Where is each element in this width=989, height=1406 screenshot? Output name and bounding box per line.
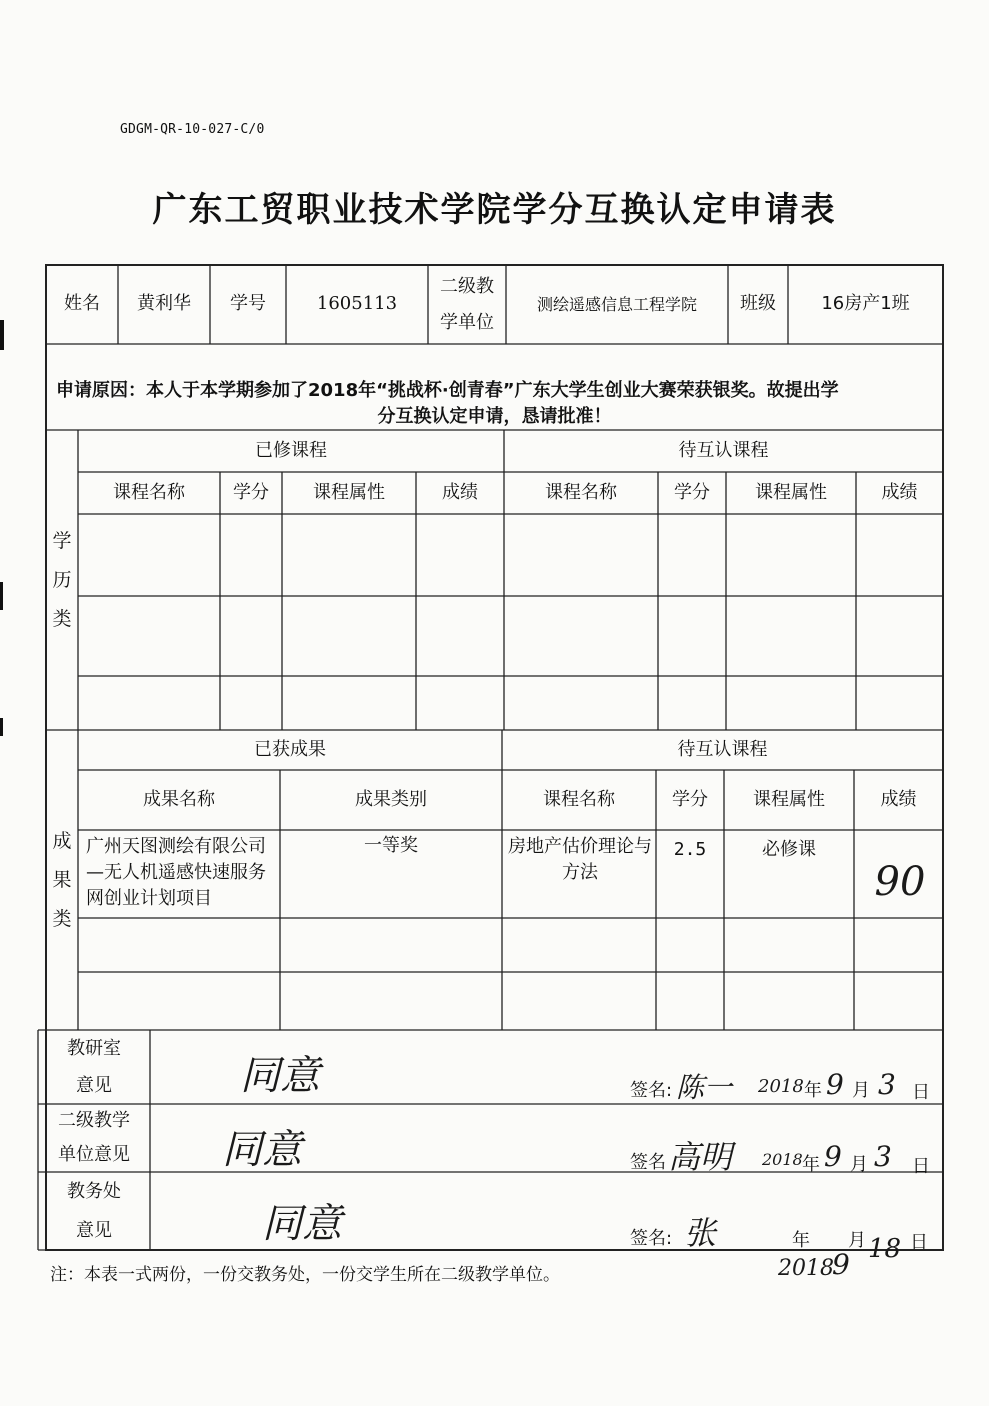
sign-label: 签名:: [630, 1080, 673, 1101]
day-unit: 日: [910, 1232, 928, 1253]
col-course-attribute: 课程属性: [753, 788, 825, 810]
sign-day: 18: [868, 1234, 902, 1264]
scan-mark: [0, 718, 3, 736]
class-value: 16房产1班: [821, 293, 910, 315]
col-credit: 学分: [672, 788, 708, 810]
sign-year: 2018: [778, 1256, 834, 1281]
secondary-unit-opinion: 同意: [222, 1127, 302, 1173]
form-title: 广东工贸职业技术学院学分互换认定申请表: [152, 190, 837, 230]
approval-label-line: 意见: [76, 1220, 112, 1241]
academic-affairs-label: [38, 1172, 150, 1250]
approval-label-line: 意见: [76, 1075, 112, 1096]
credit-value: 2.5: [673, 839, 707, 860]
teaching-office-label: [38, 1030, 150, 1104]
document-code: GDGM-QR-10-027-C/0: [120, 122, 265, 137]
sign-month: 9: [824, 1140, 842, 1173]
course-name-value: 房地产估价理论与方法: [508, 836, 652, 883]
sign-year: 2018: [758, 1076, 804, 1097]
secondary-unit-label: [38, 1104, 150, 1172]
col-achievement-name: 成果名称: [143, 788, 215, 810]
student-id-value: 1605113: [316, 293, 398, 315]
approval-label-line: 二级教学: [58, 1110, 130, 1131]
approval-label-line: 教务处: [67, 1181, 121, 1202]
score-value-handwritten: 90: [874, 859, 926, 905]
sign-month: 9: [832, 1248, 850, 1281]
class-label: 班级: [740, 293, 776, 315]
achievement-side-char: 成: [52, 829, 72, 852]
approval-label-line: 单位意见: [58, 1144, 130, 1165]
sign-year: 2018: [762, 1150, 803, 1169]
teaching-office-opinion: 同意: [240, 1053, 320, 1099]
achievement-side-label: [46, 730, 78, 1030]
reason-line-1: 申请原因：本人于本学期参加了2018年“挑战杯·创青春”广东大学生创业大赛荣获银奖。故提出学: [56, 380, 839, 401]
pending-courses-header: 待互认课程: [678, 439, 769, 461]
col-course-attribute: 课程属性: [313, 481, 385, 503]
col-achievement-category: 成果类别: [355, 788, 427, 810]
achievement-side-char: 类: [52, 907, 72, 930]
day-unit: 日: [912, 1156, 930, 1177]
col-score: 成绩: [880, 788, 917, 810]
name-value: 黄利华: [137, 293, 191, 315]
col-score: 成绩: [881, 481, 918, 503]
reason-line-2: 分互换认定申请，恳请批准！: [377, 406, 612, 427]
sign-label: 签名: [630, 1152, 666, 1173]
course-attribute-value: 必修课: [762, 839, 816, 860]
month-unit: 月: [848, 1230, 866, 1251]
student-id-label: 学号: [230, 293, 266, 315]
month-unit: 月: [852, 1080, 870, 1101]
day-unit: 日: [912, 1082, 930, 1103]
year-unit: 年: [792, 1230, 810, 1251]
completed-courses-header: 已修课程: [255, 439, 327, 461]
month-unit: 月: [850, 1154, 868, 1175]
col-credit: 学分: [233, 481, 269, 503]
academic-affairs-opinion: 同意: [262, 1201, 342, 1247]
col-course-name: 课程名称: [545, 481, 617, 503]
signature: 陈一: [676, 1071, 733, 1104]
academic-side-char: 学: [52, 529, 72, 552]
signature: 张: [684, 1214, 717, 1252]
academic-side-char: 历: [52, 568, 72, 591]
unit-label: 二级教学单位: [440, 275, 494, 333]
signature: 高明: [668, 1138, 733, 1176]
scan-mark: [0, 320, 4, 350]
unit-value: 测绘遥感信息工程学院: [536, 294, 697, 314]
sign-day: 3: [874, 1140, 892, 1173]
col-course-name: 课程名称: [113, 481, 185, 503]
scan-mark: [0, 582, 3, 610]
pending-courses-header: 待互认课程: [677, 738, 768, 760]
academic-side-label: [46, 430, 78, 730]
col-score: 成绩: [442, 481, 478, 503]
year-unit: 年: [802, 1154, 820, 1175]
col-credit: 学分: [674, 481, 710, 503]
col-course-name: 课程名称: [543, 788, 615, 810]
obtained-achievements-header: 已获成果: [254, 738, 326, 760]
name-label: 姓名: [64, 293, 100, 315]
footer-note: 注：本表一式两份，一份交教务处，一份交学生所在二级教学单位。: [50, 1265, 560, 1285]
approval-label-line: 教研室: [67, 1038, 121, 1059]
sign-label: 签名:: [630, 1228, 673, 1249]
achievement-side-char: 果: [52, 868, 72, 891]
academic-side-char: 类: [52, 607, 72, 630]
achievement-name-value: 广州天图测绘有限公司—无人机遥感快速服务网创业计划项目: [86, 836, 266, 909]
year-unit: 年: [804, 1080, 822, 1101]
achievement-category-value: 一等奖: [364, 835, 418, 856]
sign-day: 3: [878, 1068, 896, 1101]
col-course-attribute: 课程属性: [755, 481, 827, 503]
sign-month: 9: [826, 1068, 844, 1101]
